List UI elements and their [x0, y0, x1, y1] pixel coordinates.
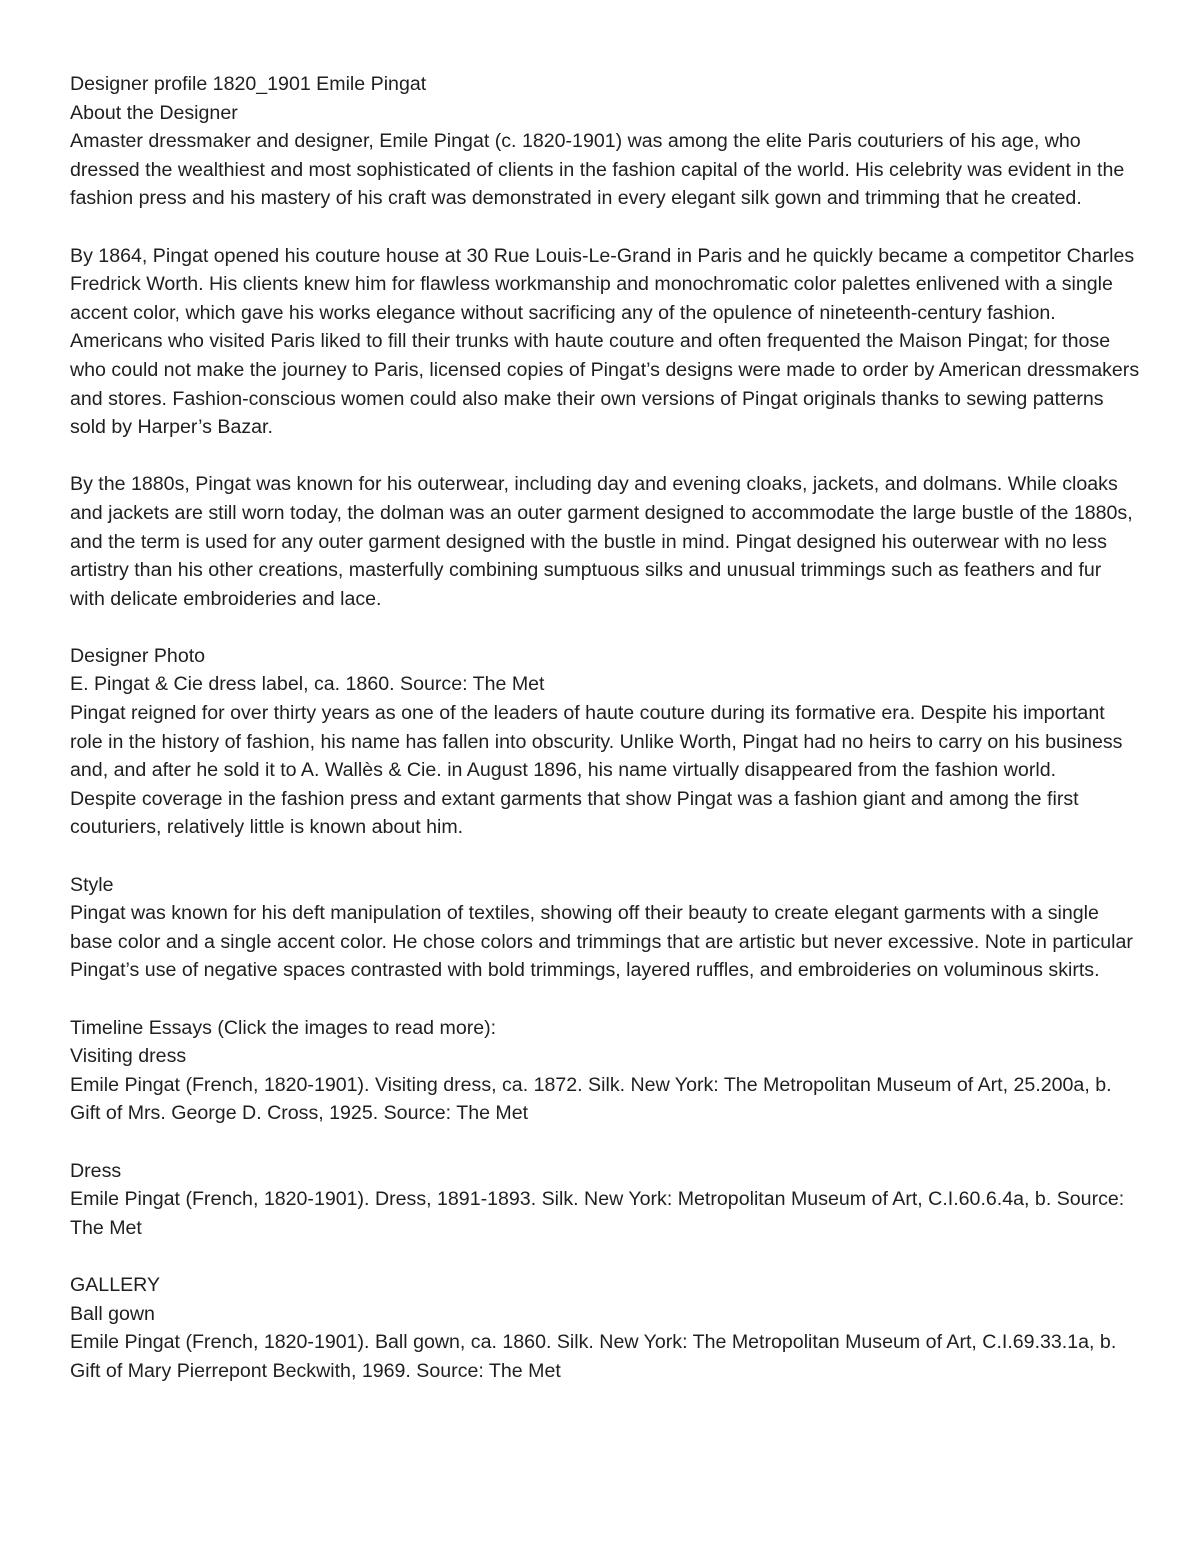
spacer: [70, 213, 1140, 242]
about-paragraph-3: By the 1880s, Pingat was known for his outerwear, including day and evening cloaks, jackets, and dolmans. While cloaks and jackets are still worn today, the dolman was an outer garment designed to accommodate the large bustle of the 1880s, and the term is used for any outer garment designed with the bustle in mind. Pingat designed his outerwear with no less artistry than his other creations, masterfully combining sumptuous silks and unusual trimmings such as feathers and fur with delicate embroideries and lace.: [70, 473, 1133, 610]
gallery-heading: GALLERY: [70, 1273, 161, 1296]
spacer: [70, 985, 1140, 1014]
spacer: [70, 1128, 1140, 1157]
spacer: [70, 842, 1140, 871]
timeline-item-caption: Emile Pingat (French, 1820-1901). Visiting dress, ca. 1872. Silk. New York: The Metropolitan Museum of Art, 25.200a, b. Gift of Mrs. George D. Cross, 1925. Source: The Met: [70, 1073, 1112, 1125]
gallery-item-caption: Emile Pingat (French, 1820-1901). Ball gown, ca. 1860. Silk. New York: The Metropolitan Museum of Art, C.I.69.33.1a, b. Gift of Mary Pierrepont Beckwith, 1969. Source: The Met: [70, 1331, 1117, 1382]
timeline-item-title[interactable]: Dress: [70, 1159, 122, 1182]
spacer: [70, 442, 1140, 471]
about-paragraph-2: By 1864, Pingat opened his couture house at 30 Rue Louis-Le-Grand in Paris and he quickly became a competitor Charles Fredrick Worth. His clients knew him for flawless workmanship and monochromatic color palettes enlivened with a single accent color, which gave his works elegance without sacrificing any of the opulence of nineteenth-century fashion. Americans who visited Paris liked to fill their trunks with haute couture and often frequented the Maison Pingat; for those who could not make the journey to Paris, licensed copies of Pingat’s designs were made to order by American dressmakers and stores. Fashion-conscious women could also make their own versions of Pingat originals thanks to sewing patterns sold by Harper’s Bazar.: [70, 244, 1140, 439]
style-paragraph: Pingat was known for his deft manipulation of textiles, showing off their beauty to create elegant garments with a single base color and a single accent color. He chose colors and trimmings that are artistic but never excessive. Note in particular Pingat’s use of negative spaces contrasted with bold trimmings, layered ruffles, and embroideries on voluminous skirts.: [70, 902, 1133, 982]
style-heading: Style: [70, 873, 114, 896]
timeline-item-title[interactable]: Visiting dress: [70, 1045, 187, 1068]
spacer: [70, 1242, 1140, 1271]
photo-caption: E. Pingat & Cie dress label, ca. 1860. Source: The Met: [70, 673, 545, 696]
document-page: [70, 70, 1140, 1385]
photo-heading: Designer Photo: [70, 644, 206, 667]
timeline-item-caption: Emile Pingat (French, 1820-1901). Dress, 1891-1893. Silk. New York: Metropolitan Museum of Art, C.I.60.6.4a, b. Source: The Met: [70, 1188, 1125, 1239]
photo-paragraph-1: Pingat reigned for over thirty years as one of the leaders of haute couture during its formative era. Despite his important role in the history of fashion, his name has fallen into obscurity. Unlike Worth, Pingat had no heirs to carry on his business and, and after he sold it to A. Wallès & Cie. in August 1896, his name virtually disappeared from the fashion world.: [70, 702, 1123, 782]
spacer: [70, 613, 1140, 642]
timeline-heading: Timeline Essays (Click the images to read more):: [70, 1016, 497, 1039]
about-heading: About the Designer: [70, 101, 238, 124]
about-paragraph-1: Amaster dressmaker and designer, Emile Pingat (c. 1820-1901) was among the elite Paris couturiers of his age, who dressed the wealthiest and most sophisticated of clients in the fashion capital of the world. His celebrity was evident in the fashion press and his mastery of his craft was demonstrated in every elegant silk gown and trimming that he created.: [70, 130, 1125, 210]
document-title: Designer profile 1820_1901 Emile Pingat: [70, 73, 427, 95]
gallery-item-title: Ball gown: [70, 1302, 155, 1325]
photo-paragraph-2: Despite coverage in the fashion press and extant garments that show Pingat was a fashion giant and among the first couturiers, relatively little is known about him.: [70, 787, 1079, 839]
